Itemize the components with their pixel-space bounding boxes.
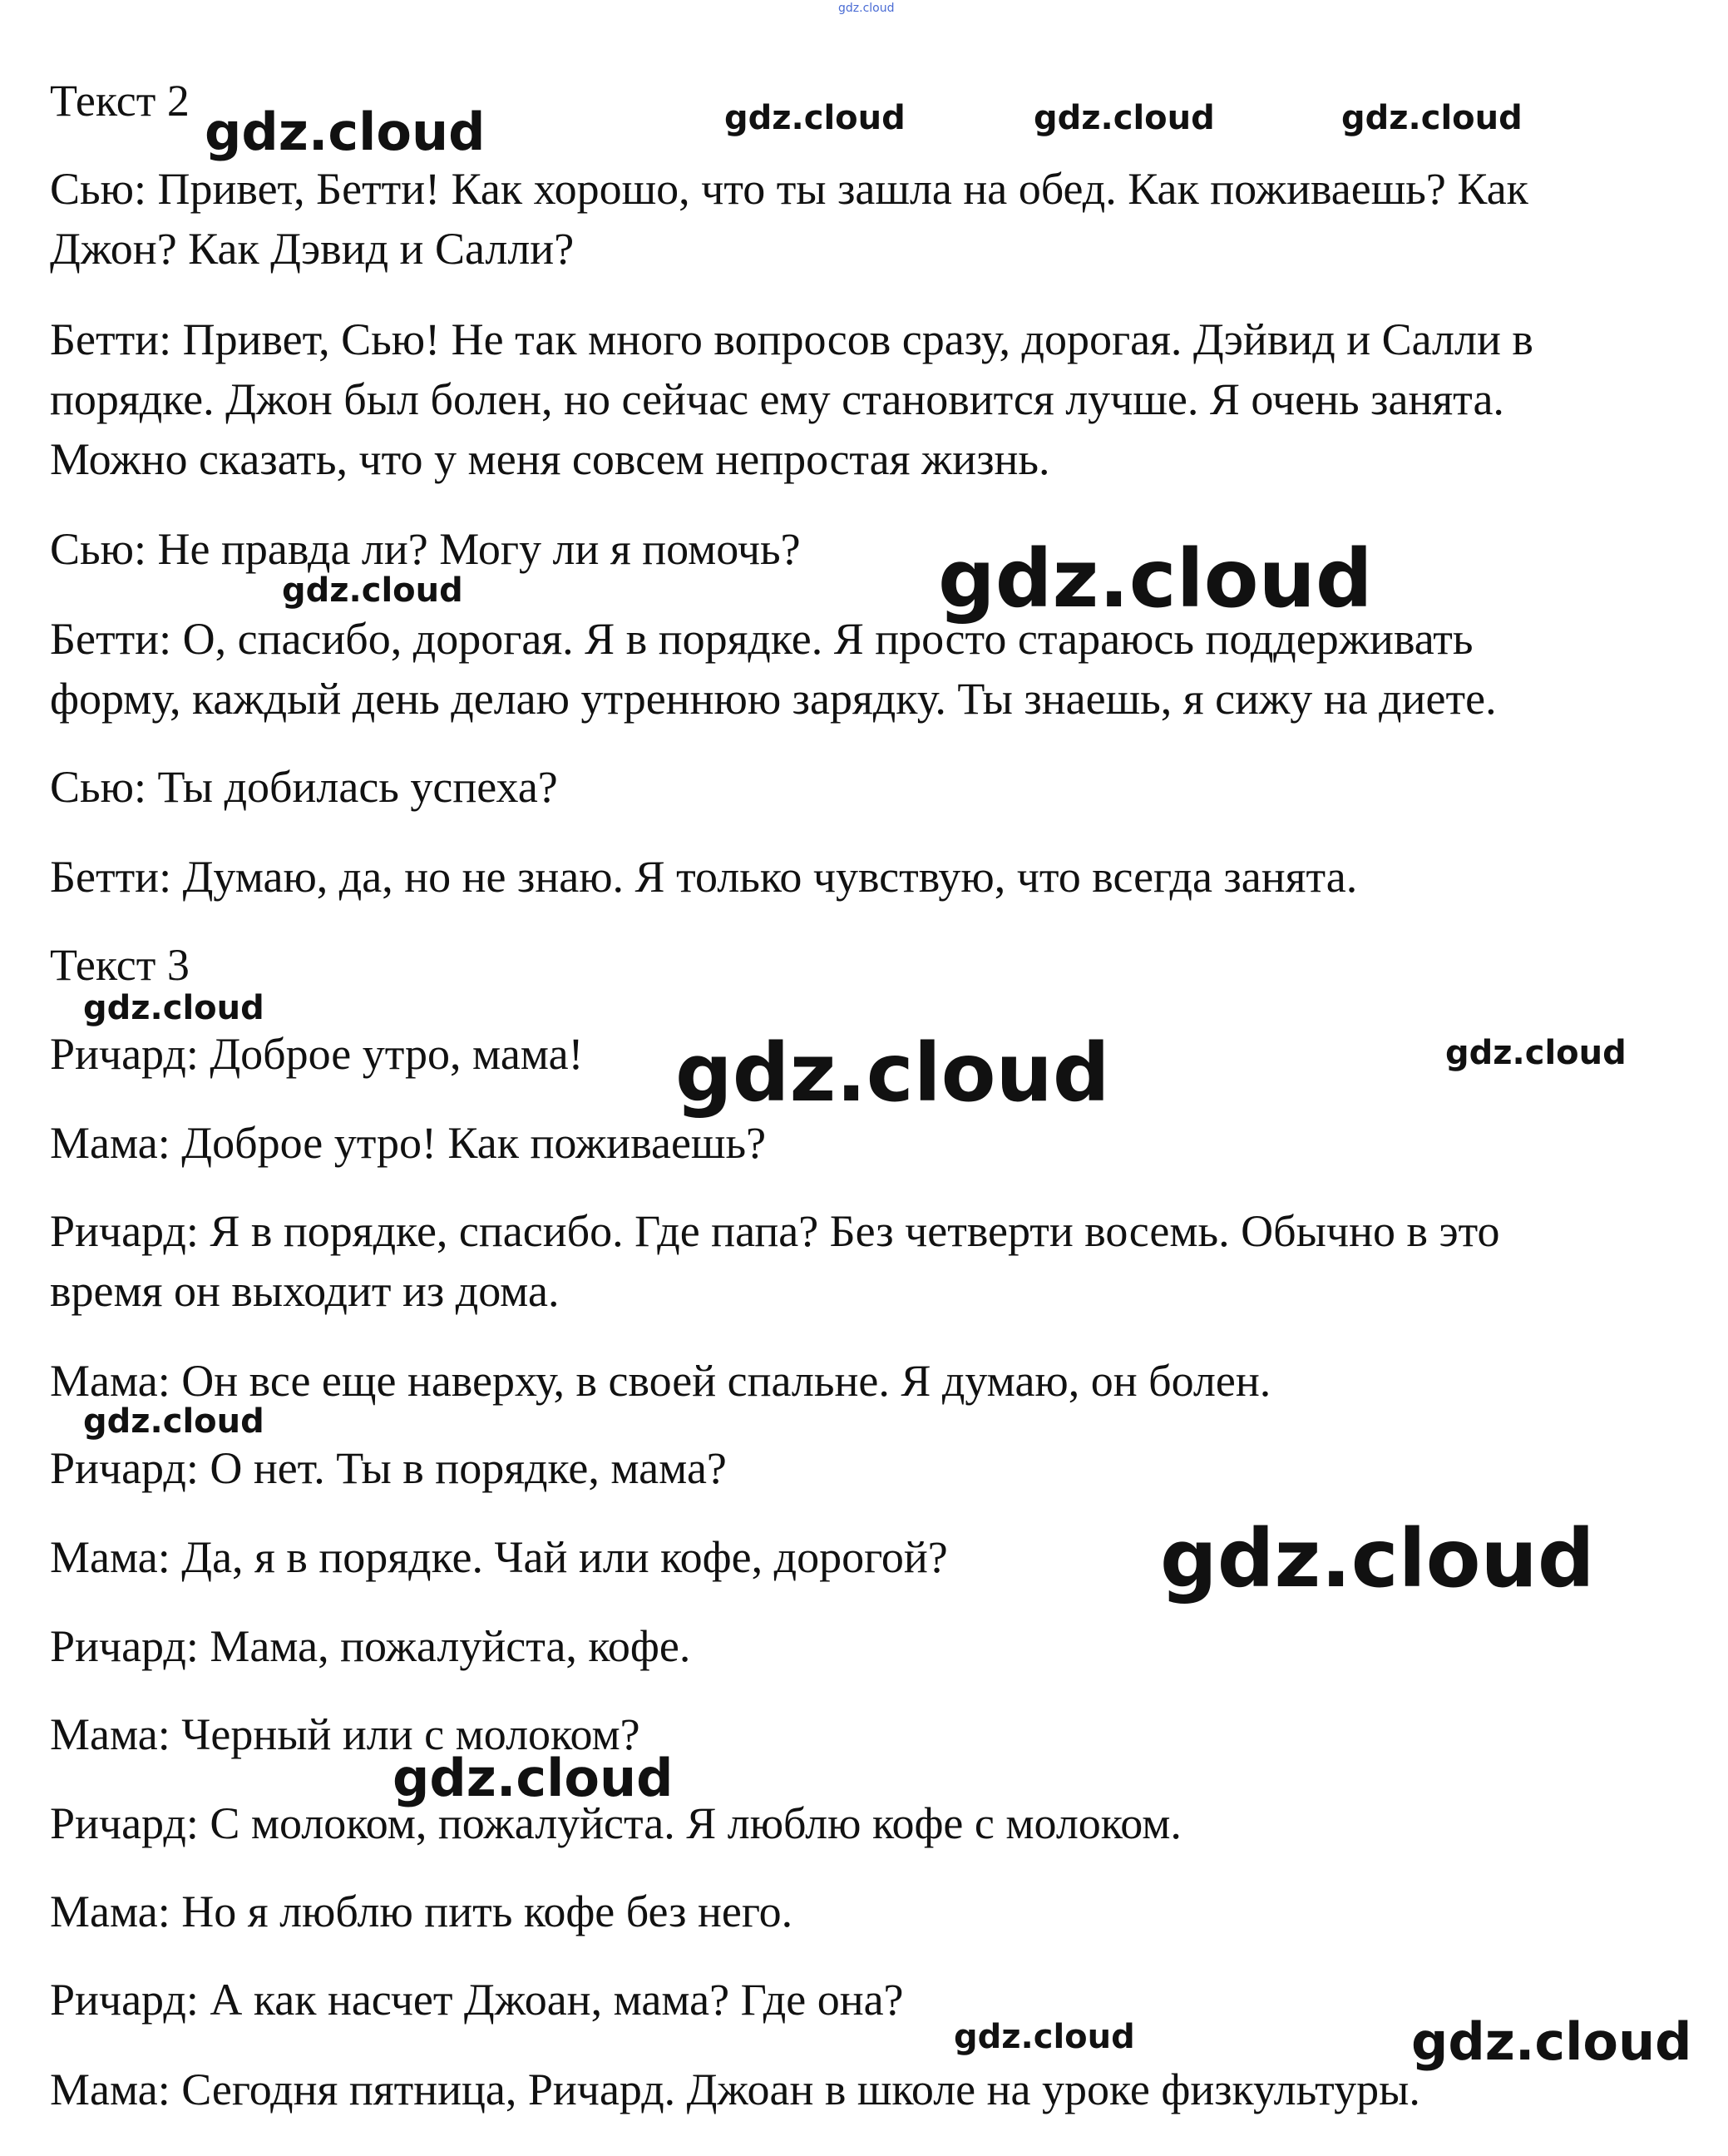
text3-line: Ричард: О нет. Ты в порядке, мама? bbox=[50, 1443, 727, 1493]
text2-line: Сью: Ты добилась успеха? bbox=[50, 762, 558, 812]
text2-line: Джон? Как Дэвид и Салли? bbox=[50, 224, 575, 274]
watermark-text: gdz.cloud bbox=[1034, 99, 1215, 137]
watermark-text: gdz.cloud bbox=[393, 1748, 674, 1808]
text3-line: Ричард: Мама, пожалуйста, кофе. bbox=[50, 1621, 691, 1671]
text3-line: Мама: Доброе утро! Как поживаешь? bbox=[50, 1118, 767, 1168]
text3-line: время он выходит из дома. bbox=[50, 1266, 560, 1316]
watermark-text: gdz.cloud bbox=[1445, 1034, 1627, 1072]
watermark-text: gdz.cloud bbox=[1341, 99, 1523, 137]
watermark-text: gdz.cloud bbox=[1160, 1512, 1595, 1605]
text2-line: Бетти: Думаю, да, но не знаю. Я только чувствую, что всегда занята. bbox=[50, 852, 1358, 902]
text2-line: Сью: Не правда ли? Могу ли я помочь? bbox=[50, 524, 801, 574]
text2-line: Бетти: Привет, Сью! Не так много вопросов сразу, дорогая. Дэйвид и Салли в bbox=[50, 314, 1533, 364]
watermark-text: gdz.cloud bbox=[83, 989, 264, 1027]
text3-line: Мама: Он все еще наверху, в своей спальне. Я думаю, он болен. bbox=[50, 1356, 1271, 1406]
text3-line: Ричард: Доброе утро, мама! bbox=[50, 1029, 584, 1079]
text3-line: Ричард: Я в порядке, спасибо. Где папа? Без четверти восемь. Обычно в это bbox=[50, 1206, 1500, 1256]
text2-line: Сью: Привет, Бетти! Как хорошо, что ты зашла на обед. Как поживаешь? Как bbox=[50, 164, 1528, 214]
text3-line: Мама: Сегодня пятница, Ричард. Джоан в школе на уроке физкультуры. bbox=[50, 2065, 1420, 2114]
watermark-text: gdz.cloud bbox=[83, 1402, 264, 1441]
watermark-text: gdz.cloud bbox=[675, 1026, 1110, 1120]
text2-line: Бетти: О, спасибо, дорогая. Я в порядке. Я просто стараюсь поддерживать bbox=[50, 614, 1474, 664]
text3-line: Мама: Да, я в порядке. Чай или кофе, дорогой? bbox=[50, 1532, 948, 1582]
text3-line: Мама: Черный или с молоком? bbox=[50, 1709, 640, 1759]
watermark-text: gdz.cloud bbox=[954, 2018, 1135, 2056]
text2-line: Можно сказать, что у меня совсем непростая жизнь. bbox=[50, 434, 1050, 484]
section-heading-text3: Текст 3 bbox=[50, 940, 190, 990]
text2-line: порядке. Джон был болен, но сейчас ему становится лучше. Я очень занята. bbox=[50, 374, 1504, 424]
text3-line: Ричард: А как насчет Джоан, мама? Где она? bbox=[50, 1975, 904, 2025]
section-heading-text2: Текст 2 bbox=[50, 76, 190, 126]
watermark-text: gdz.cloud bbox=[938, 532, 1373, 626]
text2-line: форму, каждый день делаю утреннюю зарядку. Ты знаешь, я сижу на диете. bbox=[50, 674, 1497, 724]
header-watermark: gdz.cloud bbox=[838, 2, 895, 15]
watermark-text: gdz.cloud bbox=[1411, 2011, 1692, 2072]
watermark-text: gdz.cloud bbox=[282, 571, 463, 610]
watermark-text: gdz.cloud bbox=[724, 99, 906, 137]
text3-line: Мама: Но я люблю пить кофе без него. bbox=[50, 1886, 793, 1936]
watermark-text: gdz.cloud bbox=[205, 101, 486, 162]
text3-line: Ричард: С молоком, пожалуйста. Я люблю кофе с молоком. bbox=[50, 1798, 1182, 1848]
